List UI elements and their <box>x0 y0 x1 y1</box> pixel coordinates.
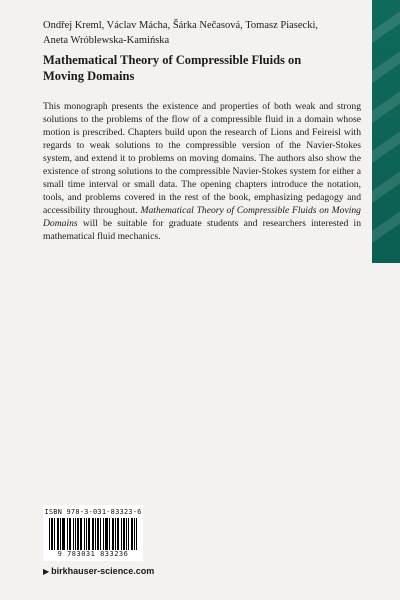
book-title: Mathematical Theory of Compressible Fluids on Moving Domains <box>43 53 302 83</box>
book-description <box>43 100 361 243</box>
author-list: Ondřej Kreml, Václav Mácha, Šárka Nečasová, Tomasz Piasecki, Aneta Wróblewska-Kamińska <box>43 20 318 46</box>
description-text-2: will be suitable for graduate students and researchers interested in mathematical fluid mechanics. <box>43 218 361 242</box>
website-label: birkhauser-science.com <box>51 566 155 576</box>
barcode-icon <box>49 518 137 550</box>
publisher-website[interactable] <box>43 566 154 576</box>
cover-accent-band <box>372 0 400 263</box>
isbn-label: ISBN 978-3-031-83323-6 <box>44 508 142 516</box>
description-italic-title: Mathematical Theory of Compressible Fluids on Moving Domains <box>43 205 361 229</box>
description-text-1: This monograph presents the existence and properties of both weak and strong solutions to the problems of the flow of a compressible fluid in a domain whose motion is prescribed. Chapters build upon the research of Lions and Feireisl with regards to weak solutions to the compressible version of the Navier-Stokes system, and extend it to problems on moving domains. The authors also show the existence of strong solutions to the compressible Navier-Stokes system for either a small time interval or small data. The opening chapters introduce the notation, tools, and problems covered in the rest of the book, emphasizing pedagogy and accessibility throughout. <box>43 101 361 216</box>
barcode-block <box>43 505 143 561</box>
barcode-digits: 9 783031 833236 <box>57 550 129 558</box>
arrow-right-icon: ▶ <box>43 567 50 576</box>
